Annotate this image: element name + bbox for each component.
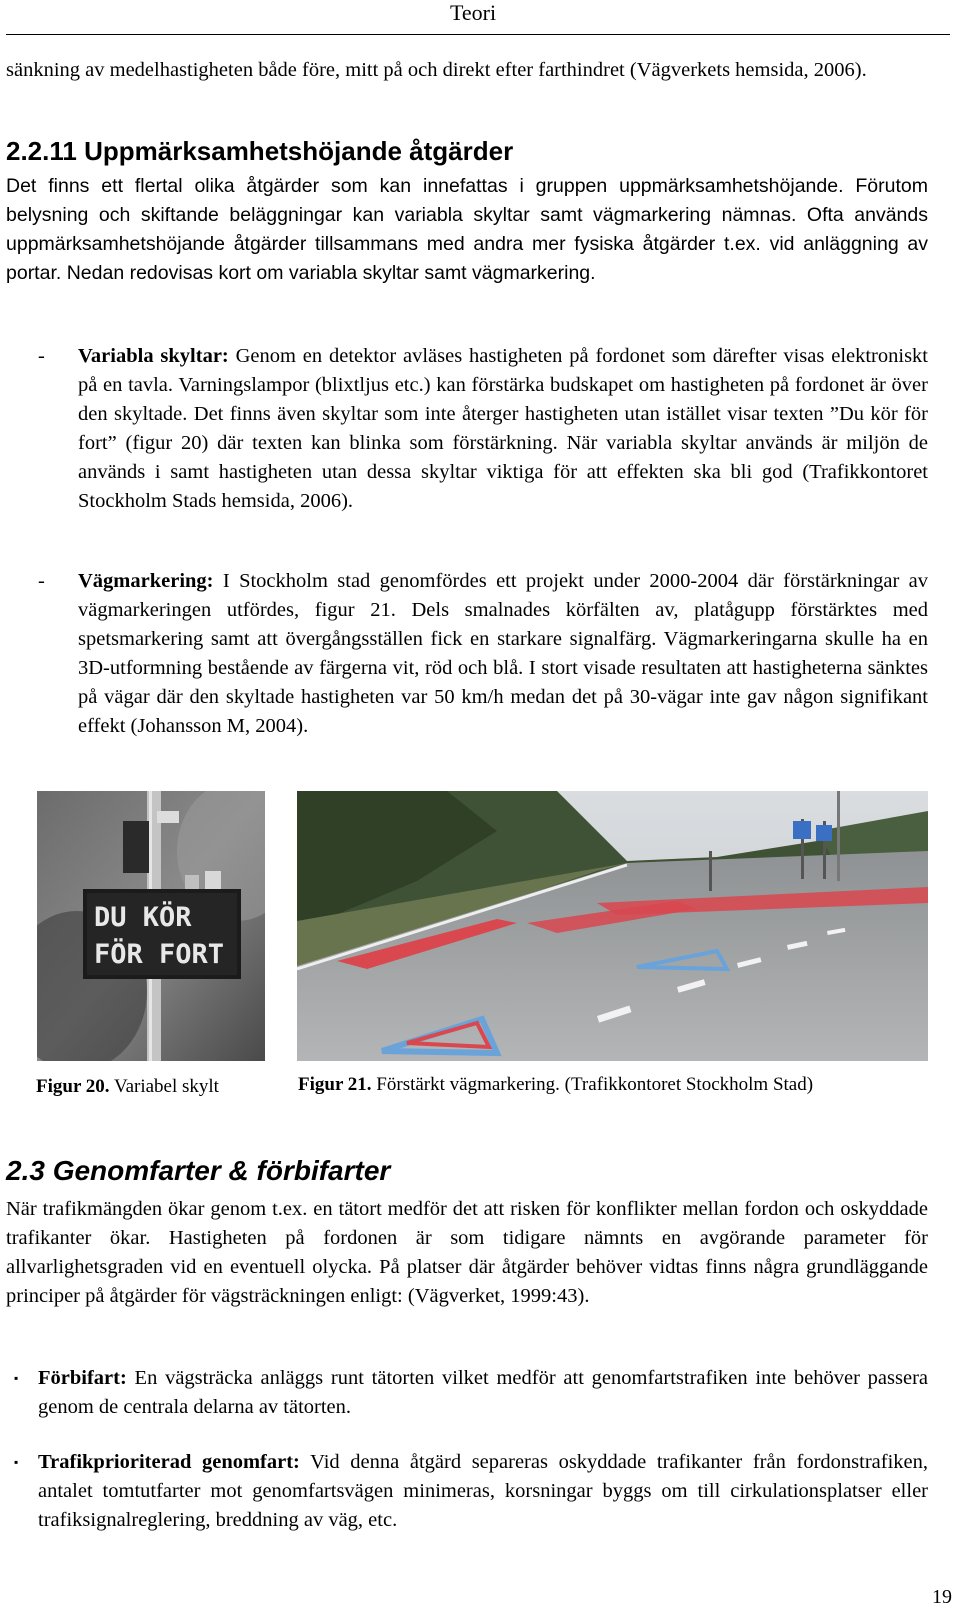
section-2-3-paragraph: När trafikmängden ökar genom t.ex. en tätort medför det att risken för konflikter mellan fordon och oskyddade trafikanter ökar. Hastigheten på fordonen är som tidigare nämnts en avgörande parameter för allvarlighetsgraden vid en eventuell olycka. På platser där åtgärder behöver vidtas finns några grundläggande principer på åtgärder för vägsträckningen enligt: (Vägverket, 1999:43). bbox=[6, 1198, 928, 1307]
list-dash: - bbox=[38, 345, 45, 367]
figure-21-road-marking-photo bbox=[297, 791, 928, 1061]
bullet-text: En vägsträcka anläggs runt tätorten vilket medför att genomfartstrafiken inte behöver passera genom de centrala delarna av tätorten. bbox=[38, 1367, 928, 1418]
section-2-2-11-paragraph: Det finns ett flertal olika åtgärder som kan innefattas i gruppen uppmärksamhetshöjande. Förutom belysning och skiftande beläggningar kan variabla skyltar samt vägmarkering nämnas. Ofta används uppmärksamhetshöjande åtgärder tillsammans med andra mer fysiska åtgärder t.ex. vid anläggning av portar. Nedan redovisas kort om variabla skyltar samt vägmarkering. bbox=[6, 175, 928, 284]
bullet-marker: ▪ bbox=[14, 1455, 19, 1469]
road-marking-illustration bbox=[297, 791, 928, 1061]
intro-paragraph: sänkning av medelhastigheten både före, mitt på och direkt efter farthindret (Vägverkets hemsida, 2006). bbox=[6, 59, 867, 81]
page-header-title: Teori bbox=[450, 0, 497, 25]
bullet-term: Trafikprioriterad genomfart: bbox=[38, 1451, 300, 1473]
list-item-term: Vägmarkering: bbox=[78, 570, 214, 592]
variable-sign-illustration bbox=[37, 791, 265, 1061]
list-item-term: Variabla skyltar: bbox=[78, 345, 229, 367]
figure-21-caption bbox=[298, 1073, 813, 1097]
caption-label: Figur 21. bbox=[298, 1074, 372, 1095]
page-number: 19 bbox=[932, 1586, 952, 1608]
bullet-text: Vid denna åtgärd separeras oskyddade trafikanter från fordonstrafiken, antalet tomtutfarter mot genomfartsvägen minimeras, korsningar byggs om till cirkulationsplatser eller trafiksignalreglering, breddning av väg, etc. bbox=[38, 1451, 928, 1531]
bullet-item-forbifart bbox=[38, 1364, 928, 1422]
list-dash: - bbox=[38, 570, 45, 592]
bullet-term: Förbifart: bbox=[38, 1367, 127, 1389]
section-heading-2-2-11: 2.2.11 Uppmärksamhetshöjande åtgärder bbox=[6, 136, 514, 166]
list-item-vagmarkering bbox=[78, 567, 928, 741]
caption-label: Figur 20. bbox=[36, 1076, 110, 1097]
header-rule bbox=[6, 34, 950, 35]
caption-text: Variabel skylt bbox=[109, 1076, 219, 1097]
list-item-text: I Stockholm stad genomfördes ett projekt under 2000-2004 där förstärkningar av vägmarkeringen utfördes, figur 21. Dels smalnades körfälten av, platågupp förstärktes med spetsmarkering samt att övergångsställen fick en starkare signalfärg. Vägmarkeringarna skulle ha en 3D-utformning bestående av färgerna vit, röd och blå. I stort visade resultaten att hastigheterna sänktes på vägar där den skyltade hastigheten var 50 km/h medan det på 30-vägar inte gav någon signifikant effekt (Johansson M, 2004). bbox=[78, 570, 928, 737]
figure-20-caption bbox=[36, 1075, 219, 1099]
bullet-marker: ▪ bbox=[14, 1371, 19, 1385]
list-item-text: Genom en detektor avläses hastigheten på fordonet som därefter visas elektroniskt på en tavla. Varningslampor (blixtljus etc.) kan förstärka budskapet om hastigheten på fordonet är över den skyltade. Det finns även skyltar som inte återger hastigheten utan istället visar texten ”Du kör för fort” (figur 20) där texten kan blinka som förstärkning. När variabla skyltar används är miljön de används i samt hastigheten utan dessa skyltar viktiga för att effekten ska bli god (Trafikkontoret Stockholm Stads hemsida, 2006). bbox=[78, 345, 929, 512]
list-item-variabla-skyltar bbox=[78, 342, 928, 516]
figure-20-variable-sign-photo bbox=[37, 791, 265, 1061]
sign-text-line-1: DU KÖR bbox=[94, 902, 192, 933]
caption-text: Förstärkt vägmarkering. (Trafikkontoret Stockholm Stad) bbox=[371, 1074, 814, 1095]
section-heading-2-3: 2.3 Genomfarter & förbifarter bbox=[6, 1155, 391, 1186]
sign-text-line-2: FÖR FORT bbox=[94, 939, 225, 970]
bullet-item-trafikprioriterad-genomfart bbox=[38, 1448, 928, 1535]
